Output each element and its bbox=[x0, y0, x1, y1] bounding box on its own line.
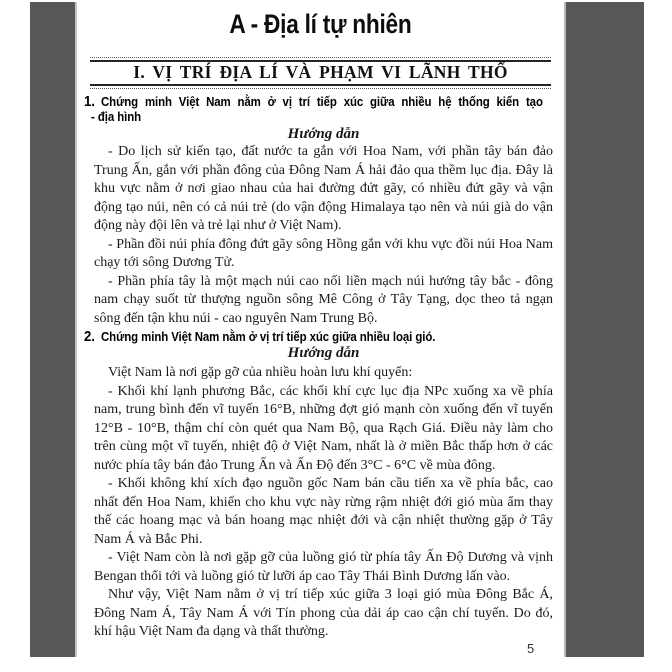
guide-label: Hướng dẫn bbox=[287, 345, 360, 361]
section-heading: I. VỊ TRÍ ĐỊA LÍ VÀ PHẠM VI LÃNH THỔ bbox=[90, 60, 551, 86]
photo-background-right bbox=[564, 2, 644, 657]
question-2-body bbox=[94, 364, 553, 642]
page-number: 5 bbox=[527, 641, 535, 656]
paragraph: - Khối khí lạnh phương Bắc, các khối khí cực lục địa NPc xuống xa về phía nam, trung bình đến vĩ tuyến 16°B, những đợt gió mạnh còn xuống đến vĩ tuyến 12°B - 10°B, thậm chí còn quét qua Nam Bộ, qua Rạch Giá. Điều này làm cho trên cùng một vĩ tuyến, nhiệt độ ở Việt Nam, nhất là ở miền Bắc thấp hơn ở các nước phía tây bán đảo Trung Ấn và Ấn Độ đến 3°C - 6°C về mùa đông. bbox=[94, 383, 553, 473]
question-1-heading-line-2: - địa hình bbox=[91, 109, 142, 124]
paragraph: - Phần phía tây là một mạch núi cao nối liền mạch núi hướng tây bắc - đông nam chạy suốt từ thượng nguồn sông Mê Công ở Tây Tạng, dọc theo tả ngạn sông đến tận khu núi - cao nguyên Nam Trung Bộ. bbox=[94, 273, 553, 326]
question-number: 2. bbox=[84, 328, 95, 345]
paragraph: - Khối không khí xích đạo nguồn gốc Nam bán cầu tiến xa về phía bắc, cao nhất đến Hoa Nam, khiến cho khu vực này rừng rậm nhiệt đới gió mùa ẩm thay thế các hoang mạc và bán hoang mạc nhiệt đới và cận nhiệt thường gặp ở Tây Nam Á và Bắc Phi. bbox=[94, 476, 553, 547]
question-number: 1. bbox=[84, 93, 95, 110]
question-2 bbox=[84, 328, 553, 642]
question-2-heading bbox=[84, 329, 543, 344]
question-heading-text: Chứng minh Việt Nam nằm ở vị trí tiếp xúc giữa nhiều loại gió. bbox=[100, 329, 436, 344]
question-2-heading-line-1 bbox=[84, 329, 543, 344]
chapter-title-row bbox=[77, 9, 564, 44]
chapter-title: A - Địa lí tự nhiên bbox=[229, 9, 412, 39]
question-heading-text: Chứng minh Việt Nam nằm ở vị trí tiếp xúc giữa nhiều hệ thống kiến tạo bbox=[100, 94, 543, 109]
paragraph: - Phần đồi núi phía đông đứt gãy sông Hồng gắn với khu vực đồi núi Hoa Nam chạy tới sông Dương Tử. bbox=[94, 236, 553, 270]
paragraph: - Việt Nam còn là nơi gặp gỡ của luồng gió từ phía tây Ấn Độ Dương và vịnh Bengan thổi tới và luồng gió từ lưỡi áp cao Tây Thái Bình Dương lấn vào. bbox=[94, 550, 553, 584]
question-1-heading bbox=[84, 94, 543, 124]
page-content bbox=[77, 94, 564, 642]
paragraph: - Do lịch sử kiến tạo, đất nước ta gắn với Hoa Nam, với phần tây bán đảo Trung Ấn, gắn với phần đông của Đông Nam Á hải đảo qua thềm lục địa. Đây là khu vực nằm ở nơi giao nhau của hai đường đứt gãy, có nhiều đứt gãy và vận động tạo núi, nên có cả núi trẻ (do vận động Himalaya tạo nên và núi già do vận động này đội lên và trẻ lại như ở Việt Nam). bbox=[94, 144, 553, 233]
photo-background-left bbox=[30, 2, 77, 657]
guide-label: Hướng dẫn bbox=[287, 126, 360, 142]
book-page bbox=[77, 0, 564, 672]
paragraph: Việt Nam là nơi gặp gỡ của nhiều hoàn lưu khí quyển: bbox=[108, 365, 413, 380]
question-1 bbox=[84, 93, 553, 328]
question-1-heading-line-1 bbox=[84, 94, 543, 109]
paragraph: Như vậy, Việt Nam nằm ở vị trí tiếp xúc giữa 3 loại gió mùa Đông Bắc Á, Đông Nam Á, Tây Nam Á với Tín phong của dải áp cao cận chí tuyến. Do đó, khí hậu Việt Nam đa dạng và thất thường. bbox=[94, 587, 553, 639]
